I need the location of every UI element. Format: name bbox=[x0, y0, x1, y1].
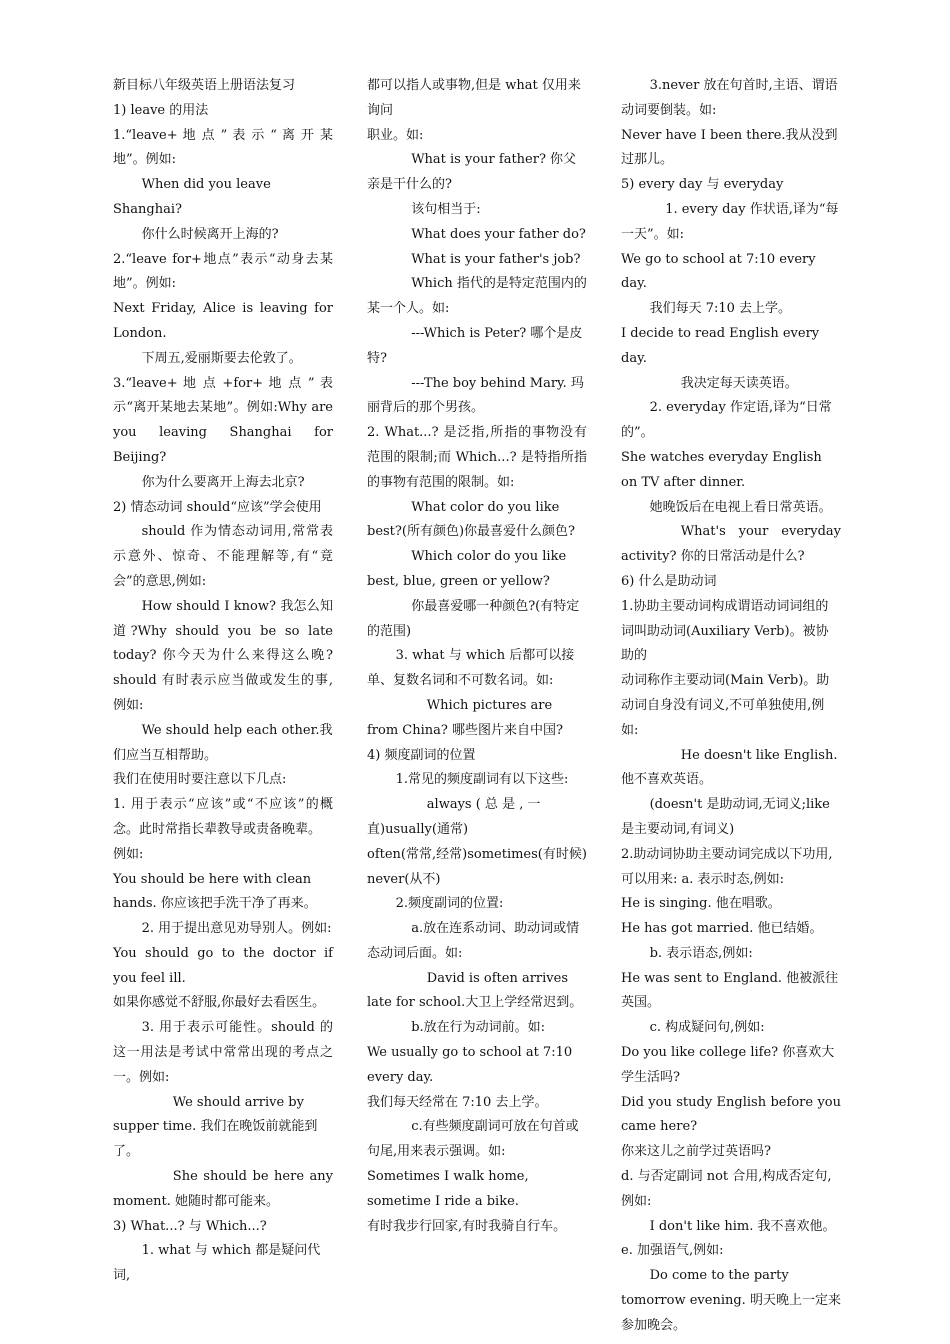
example-sentence: ---The boy behind Mary. 玛丽背后的那个男孩。 bbox=[367, 375, 584, 416]
example-sentence: When did you leave Shanghai? bbox=[113, 177, 271, 217]
example-sentence: Do come to the party tomorrow evening. 明天晚上一定来参加晚会。 bbox=[621, 1268, 841, 1333]
list-item: always ( 总 是 , 一直)usually(通常) bbox=[367, 797, 541, 837]
paragraph: should 作为情态动词用,常常表示意外、惊奇、不能理解等,有“竟会”的意思,例如: bbox=[113, 524, 333, 589]
paragraph: 都可以指人或事物,但是 what 仅用来询问 bbox=[367, 78, 581, 118]
example-sentence: He was sent to England. 他被派往英国。 bbox=[621, 970, 839, 1011]
paragraph: Which 指代的是特定范围内的某一个人。如: bbox=[367, 276, 587, 317]
example-translation: 我们每天 7:10 去上学。 bbox=[649, 301, 792, 317]
example-sentence: What color do you like best?(所有颜色)你最喜爱什么颜色? bbox=[367, 499, 575, 540]
paragraph: c.有些频度副词可放在句首或句尾,用来表示强调。如: bbox=[367, 1119, 579, 1160]
example-translation: 你什么时候离开上海的? bbox=[141, 226, 279, 242]
document-title: 新目标八年级英语上册语法复习 bbox=[113, 78, 296, 93]
example-sentence: You should go to the doctor if you feel ill. bbox=[113, 945, 333, 986]
example-translation: 她晚饭后在电视上看日常英语。 bbox=[649, 499, 832, 515]
example-sentence: Never have I been there.我从没到过那儿。 bbox=[621, 127, 838, 168]
paragraph: 职业。如: bbox=[367, 127, 424, 143]
list-item: never(从不) bbox=[367, 871, 441, 887]
paragraph: 例如: bbox=[113, 846, 144, 862]
paragraph: a.放在连系动词、助动词或情态动词后面。如: bbox=[367, 921, 580, 961]
example-sentence: We should arrive by supper time. 我们在晚饭前就能到了。 bbox=[113, 1094, 318, 1160]
example-translation: 你来这儿之前学过英语吗? bbox=[621, 1144, 771, 1160]
example-sentence: What's your everyday activity? 你的日常活动是什么? bbox=[621, 524, 841, 565]
paragraph: 1.“leave+ 地 点 ” 表 示 “ 离 开 某地”。例如: bbox=[113, 127, 333, 168]
paragraph: 该句相当于: bbox=[411, 201, 481, 217]
section-heading: 6) 什么是助动词 bbox=[621, 573, 717, 589]
paragraph: 3.“leave+ 地 点 +for+ 地 点 ” 表 示“离开某地去某地”。例如:Why are you leaving Shanghai for Beijing? bbox=[113, 375, 333, 465]
example-sentence: Which pictures are from China? 哪些图片来自中国? bbox=[367, 697, 563, 738]
example-sentence: He is singing. 他在唱歌。 bbox=[621, 896, 781, 912]
example-sentence: What is your father's job? bbox=[411, 251, 581, 267]
section-heading: 3) What...? 与 Which...? bbox=[113, 1218, 267, 1234]
section-heading: 5) every day 与 everyday bbox=[621, 177, 784, 193]
example-sentence: ---Which is Peter? 哪个是皮特? bbox=[367, 325, 583, 366]
example-sentence: He doesn't like English. 他不喜欢英语。 bbox=[621, 747, 838, 788]
paragraph: d. 与否定副词 not 合用,构成否定句,例如: bbox=[621, 1169, 832, 1209]
example-translation: 我们每天经常在 7:10 去上学。 bbox=[367, 1094, 548, 1110]
column-middle bbox=[367, 74, 587, 1334]
example-sentence: Which color do you like best, blue, green or yellow? bbox=[367, 549, 567, 589]
paragraph: 3. what 与 which 后都可以接单、复数名词和不可数名词。如: bbox=[367, 648, 575, 689]
paragraph: b. 表示语态,例如: bbox=[649, 945, 753, 961]
paragraph: 2. What...? 是泛指,所指的事物没有范围的限制;而 Which...? 是特指所指的事物有范围的限制。如: bbox=[367, 425, 587, 490]
paragraph: 2.助动词协助主要动词完成以下功用,可以用来: a. 表示时态,例如: bbox=[621, 846, 833, 887]
paragraph: 1. every day 作状语,译为“每一天”。如: bbox=[621, 201, 839, 242]
example-translation: 你为什么要离开上海去北京? bbox=[141, 474, 305, 490]
paragraph: 动词称作主要动词(Main Verb)。助动词自身没有词义,不可单独使用,例如: bbox=[621, 673, 830, 738]
paragraph: 1.协助主要动词构成谓语动词词组的词叫助动词(Auxiliary Verb)。被协助的 bbox=[621, 598, 829, 664]
example-sentence: We usually go to school at 7:10 every day. bbox=[367, 1045, 573, 1085]
paragraph: (doesn't 是助动词,无词义;like 是主要动词,有词义) bbox=[621, 797, 830, 837]
example-sentence: I decide to read English every day. bbox=[621, 325, 820, 366]
paragraph: 3.never 放在句首时,主语、谓语动词要倒装。如: bbox=[621, 78, 838, 118]
paragraph: How should I know? 我怎么知道?Why should you be so late today? 你今天为什么来得这么晚?should 有时表示应当做或发生的事,例如: bbox=[113, 598, 333, 713]
example-sentence: She should be here any moment. 她随时都可能来。 bbox=[113, 1169, 333, 1209]
document-page bbox=[113, 74, 843, 1334]
paragraph: 2. 用于提出意见劝导别人。例如: bbox=[141, 921, 332, 937]
paragraph: 2.“leave for+地点”表示“动身去某地”。例如: bbox=[113, 251, 333, 292]
example-sentence: You should be here with clean hands. 你应该把手洗干净了再来。 bbox=[113, 871, 317, 912]
example-translation: 有时我步行回家,有时我骑自行车。 bbox=[367, 1218, 567, 1234]
paragraph: 1. 用于表示“应该”或“不应该”的概念。此时常指长辈教导或责备晚辈。 bbox=[113, 797, 333, 837]
example-sentence: She watches everyday English on TV after dinner. bbox=[621, 449, 822, 490]
example-translation: 如果你感觉不舒服,你最好去看医生。 bbox=[113, 995, 326, 1011]
column-left bbox=[113, 74, 333, 1334]
paragraph: e. 加强语气,例如: bbox=[621, 1243, 724, 1259]
list-item: often(常常,经常)sometimes(有时候) bbox=[367, 846, 587, 862]
example-translation: 下周五,爱丽斯要去伦敦了。 bbox=[141, 350, 302, 366]
example-sentence: Do you like college life? 你喜欢大学生活吗? bbox=[621, 1045, 835, 1085]
paragraph: 1. what 与 which 都是疑问代词, bbox=[113, 1243, 321, 1284]
paragraph: b.放在行为动词前。如: bbox=[411, 1020, 546, 1036]
example-translation: 我决定每天读英语。 bbox=[680, 375, 798, 391]
example-sentence: What does your father do? bbox=[411, 226, 586, 242]
paragraph: 3. 用于表示可能性。should 的这一用法是考试中常常出现的考点之一。例如: bbox=[113, 1020, 333, 1085]
section-heading: 4) 频度副词的位置 bbox=[367, 747, 476, 763]
paragraph: 2. everyday 作定语,译为“日常的”。 bbox=[621, 400, 832, 441]
example-sentence: We should help each other.我们应当互相帮助。 bbox=[113, 722, 333, 763]
section-heading: 2) 情态动词 should“应该”学会使用 bbox=[113, 499, 322, 515]
example-sentence: Next Friday, Alice is leaving for London. bbox=[113, 301, 333, 341]
paragraph: 2.频度副词的位置: bbox=[395, 896, 504, 912]
paragraph: c. 构成疑问句,例如: bbox=[649, 1020, 765, 1036]
example-sentence: Did you study English before you came here? bbox=[621, 1094, 841, 1135]
column-right bbox=[621, 74, 841, 1334]
section-heading: 1) leave 的用法 bbox=[113, 102, 209, 118]
example-sentence: What is your father? 你父亲是干什么的? bbox=[367, 152, 577, 193]
example-sentence: Sometimes I walk home, sometime I ride a bike. bbox=[367, 1169, 529, 1209]
example-sentence: He has got married. 他已结婚。 bbox=[621, 921, 823, 937]
paragraph: 我们在使用时要注意以下几点: bbox=[113, 772, 287, 788]
example-sentence: We go to school at 7:10 every day. bbox=[621, 251, 816, 292]
example-sentence: I don't like him. 我不喜欢他。 bbox=[649, 1218, 836, 1234]
paragraph: 1.常见的频度副词有以下这些: bbox=[395, 772, 569, 788]
example-translation: 你最喜爱哪一种颜色?(有特定的范围) bbox=[367, 598, 580, 639]
example-sentence: David is often arrives late for school.大卫上学经常迟到。 bbox=[367, 970, 583, 1011]
